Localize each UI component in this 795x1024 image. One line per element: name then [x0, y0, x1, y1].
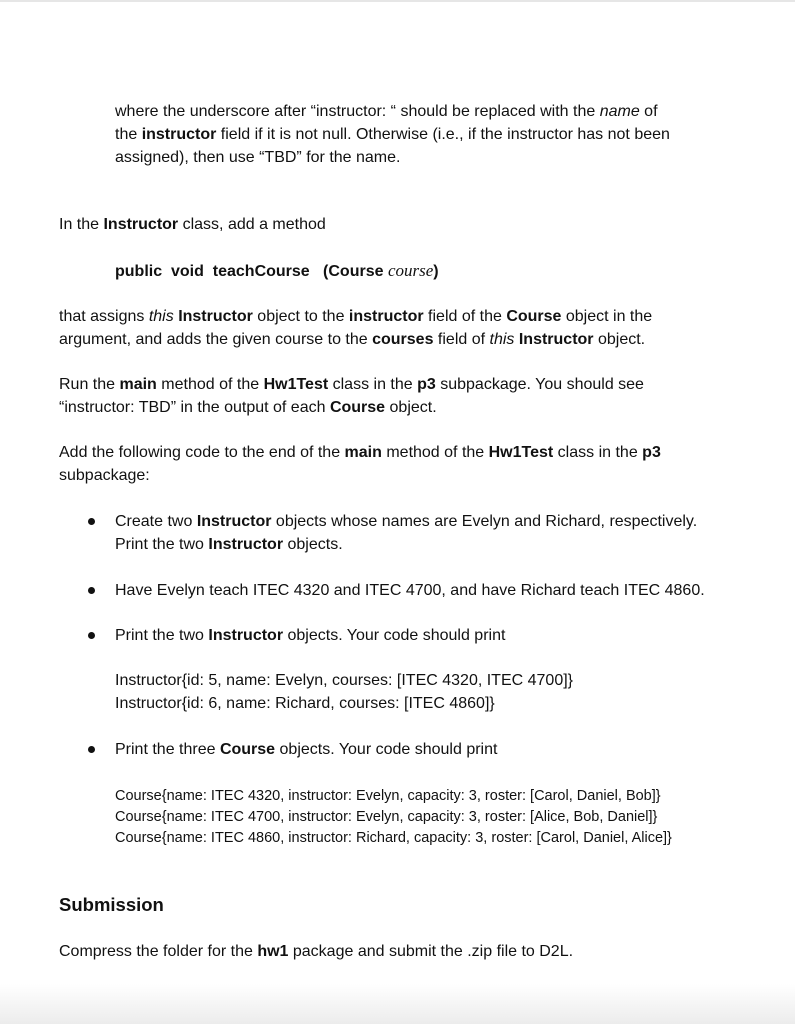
text: Compress the folder for the: [59, 943, 258, 960]
bold-instructor: Instructor: [518, 331, 594, 348]
instructor-class-line: [59, 213, 326, 236]
output-text: Course{name: ITEC 4700, instructor: Evelyn, capacity: 3, roster: [Alice, Bob, Daniel]}: [115, 809, 658, 825]
bold-hw1: hw1: [257, 943, 289, 960]
intro-line-3: [115, 146, 400, 169]
text: method of the: [156, 376, 264, 393]
run-line-1: [59, 373, 644, 396]
text: subpackage. You should see: [435, 376, 644, 393]
text: Print the three: [115, 741, 220, 758]
text: object to the: [252, 308, 349, 325]
emphasis-this: this: [489, 331, 515, 348]
output-text: Course{name: ITEC 4320, instructor: Evelyn, capacity: 3, roster: [Carol, Daniel, Bob]}: [115, 788, 661, 804]
submission-heading: Submission: [59, 894, 164, 915]
bullet-3-line: [115, 624, 505, 647]
text: method of the: [381, 444, 489, 461]
instructor-output-1: [115, 669, 573, 692]
text: objects whose names are Evelyn and Richard, respectively.: [271, 513, 698, 530]
text: package and submit the .zip file to D2L.: [288, 943, 574, 960]
intro-text: where the underscore after “instructor: “ should be replaced with the: [115, 103, 600, 120]
bullet-icon: [88, 518, 95, 525]
param-close: ): [433, 263, 439, 280]
text: Have Evelyn teach ITEC 4320 and ITEC 4700, and have Richard teach ITEC 4860.: [115, 582, 705, 599]
bullet-1-line-1: [115, 510, 697, 533]
text: Run the: [59, 376, 120, 393]
text: Create two: [115, 513, 197, 530]
bold-instructor: instructor: [141, 126, 217, 143]
text: “instructor: TBD” in the output of each: [59, 399, 330, 416]
bold-course: Course: [219, 741, 276, 758]
course-output-1: [115, 786, 661, 807]
text: class in the: [553, 444, 643, 461]
text: argument, and adds the given course to the: [59, 331, 373, 348]
run-line-2: [59, 396, 437, 419]
method-signature: [115, 259, 439, 283]
instructor-output-2: [115, 692, 495, 715]
bold-main: main: [119, 376, 157, 393]
intro-text: assigned), then use “TBD” for the name.: [115, 149, 401, 166]
output-text: Course{name: ITEC 4860, instructor: Richard, capacity: 3, roster: [Carol, Daniel, Alice]}: [115, 830, 672, 846]
bullet-icon: [88, 632, 95, 639]
course-output-3: [115, 828, 672, 849]
intro-line-2: [115, 123, 670, 146]
text: objects. Your code should print: [275, 741, 498, 758]
text: object.: [593, 331, 646, 348]
bullet-1-line-2: [115, 533, 343, 556]
bold-courses: courses: [372, 331, 434, 348]
bold-instructor: Instructor: [208, 627, 284, 644]
bold-course: Course: [329, 399, 386, 416]
addcode-line-2: [59, 464, 150, 487]
text: that assigns: [59, 308, 149, 325]
bold-course: Course: [506, 308, 562, 325]
bullet-4-line: [115, 738, 497, 761]
addcode-line-1: [59, 441, 661, 464]
method-name: teachCourse: [212, 263, 310, 280]
text: class, add a method: [178, 216, 326, 233]
intro-line-1: [115, 100, 658, 123]
text: object.: [385, 399, 437, 416]
output-text: Instructor{id: 5, name: Evelyn, courses: [ITEC 4320, ITEC 4700]}: [115, 672, 573, 689]
bullet-icon: [88, 587, 95, 594]
text: Print the two: [115, 627, 209, 644]
emphasis-name: name: [599, 103, 640, 120]
text: class in the: [328, 376, 418, 393]
output-text: Instructor{id: 6, name: Richard, courses: [ITEC 4860]}: [115, 695, 495, 712]
bold-instructor: Instructor: [103, 216, 179, 233]
text: field of: [433, 331, 490, 348]
param-name: course: [387, 261, 434, 280]
text: Add the following code to the end of the: [59, 444, 345, 461]
bold-instructor: Instructor: [196, 513, 272, 530]
bold-hw1test: Hw1Test: [263, 376, 329, 393]
text: In the: [59, 216, 104, 233]
bullet-icon: [88, 746, 95, 753]
bold-p3: p3: [417, 376, 436, 393]
text: objects. Your code should print: [283, 627, 506, 644]
emphasis-this: this: [148, 308, 174, 325]
bottom-fade: [0, 984, 795, 1024]
bullet-2-line: [115, 579, 705, 602]
top-border: [0, 0, 795, 2]
text: field of the: [423, 308, 507, 325]
intro-text: of: [639, 103, 658, 120]
bold-hw1test: Hw1Test: [488, 444, 554, 461]
bold-instructor: Instructor: [208, 536, 284, 553]
text: objects.: [283, 536, 343, 553]
assign-line-1: [59, 305, 652, 328]
intro-text: field if it is not null. Otherwise (i.e., if the instructor has not been: [216, 126, 670, 143]
bold-p3: p3: [642, 444, 661, 461]
bold-instructor: Instructor: [178, 308, 253, 325]
text: Print the two: [115, 536, 209, 553]
keyword-public: public: [115, 263, 163, 280]
text: object in the: [561, 308, 653, 325]
course-output-2: [115, 807, 657, 828]
param-type: (Course: [323, 263, 384, 280]
text: subpackage:: [59, 467, 150, 484]
intro-text: the: [115, 126, 142, 143]
bold-main: main: [344, 444, 382, 461]
assign-line-2: [59, 328, 645, 351]
keyword-void: void: [171, 263, 204, 280]
submission-text: [59, 940, 573, 963]
bold-instructor: instructor: [348, 308, 424, 325]
